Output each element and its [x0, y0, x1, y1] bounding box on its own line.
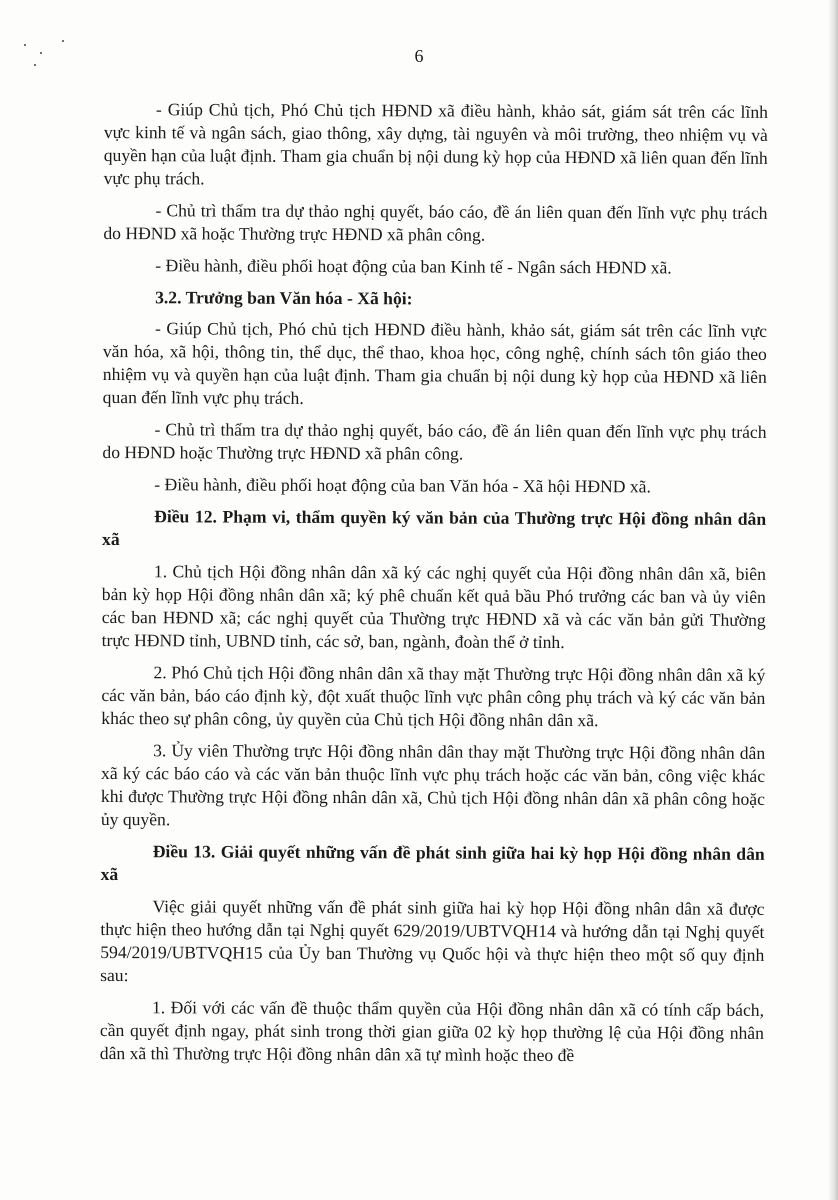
article-heading: Điều 13. Giải quyết những vấn đề phát sinh giữa hai kỳ họp Hội đồng nhân dân xã	[100, 841, 765, 885]
paragraph: 1. Chủ tịch Hội đồng nhân dân xã ký các nghị quyết của Hội đồng nhân dân xã, biên bản kỳ họp Hội đồng nhân dân xã; ký phê chuẩn kết quả bầu Phó trưởng các ban và ủy viên các ban HĐND xã; các nghị quyết của Thường trực HĐND xã và các văn bản gửi Thường trực HĐND tỉnh, UBND tỉnh, các sở, ban, ngành, đoàn thể ở tỉnh.	[101, 561, 766, 653]
paragraph: - Chủ trì thẩm tra dự thảo nghị quyết, báo cáo, đề án liên quan đến lĩnh vực phụ trách do HĐND xã hoặc Thường trực HĐND xã phân công.	[103, 200, 768, 245]
scan-speck	[62, 40, 64, 42]
page-number: 6	[414, 46, 424, 66]
scan-shadow-edge	[828, 0, 838, 1200]
paragraph: - Giúp Chủ tịch, Phó chủ tịch HĐND điều hành, khảo sát, giám sát trên các lĩnh vực văn hóa, xã hội, thông tin, thể dục, thể thao, khoa học, công nghệ, chính sách tôn giáo theo nhiệm vụ và quyền hạn của luật định. Tham gia chuẩn bị nội dung kỳ họp của HĐND xã liên quan đến lĩnh vực phụ trách.	[102, 318, 768, 408]
paragraph: 1. Đối với các vấn đề thuộc thẩm quyền của Hội đồng nhân dân xã có tính cấp bách, cần quyết định ngay, phát sinh trong thời gian giữa 02 kỳ họp thường lệ của Hội đồng nhân dân xã thì Thường trực Hội đồng nhân dân xã tự mình hoặc theo đề	[99, 997, 765, 1066]
paragraph: 3. Ủy viên Thường trực Hội đồng nhân dân thay mặt Thường trực Hội đồng nhân dân xã ký các báo cáo và các văn bản thuộc lĩnh vực phụ trách hoặc các văn bản, công việc khác khi được Thường trực Hội đồng nhân dân xã, Chủ tịch Hội đồng nhân dân xã phân công hoặc ủy quyền.	[100, 740, 766, 830]
document-body	[100, 98, 768, 1077]
paragraph: Việc giải quyết những vấn đề phát sinh giữa hai kỳ họp Hội đồng nhân dân xã được thực hiện theo hướng dẫn tại Nghị quyết 629/2019/UBTVQH14 và hướng dẫn tại Nghị quyết 594/2019/UBTVQH15 của Ủy ban Thường vụ Quốc hội và thực hiện theo một số quy định sau:	[100, 896, 765, 986]
section-heading: 3.2. Trưởng ban Văn hóa - Xã hội:	[155, 287, 413, 309]
paragraph: - Điều hành, điều phối hoạt động của ban Văn hóa - Xã hội HĐND xã.	[154, 474, 651, 497]
paragraph: 2. Phó Chủ tịch Hội đồng nhân dân xã thay mặt Thường trực Hội đồng nhân dân xã ký các văn bản, báo cáo định kỳ, đột xuất thuộc lĩnh vực phân công phụ trách và ký các văn bản khác theo sự phân công, ủy quyền của Chủ tịch Hội đồng nhân dân xã.	[101, 662, 766, 731]
paragraph: - Điều hành, điều phối hoạt động của ban Kinh tế - Ngân sách HĐND xã.	[155, 255, 672, 278]
paragraph: - Giúp Chủ tịch, Phó Chủ tịch HĐND xã điều hành, khảo sát, giám sát trên các lĩnh vực kinh tế và ngân sách, giao thông, xây dựng, tài nguyên và môi trường, theo nhiệm vụ và quyền hạn của luật định. Tham gia chuẩn bị nội dung kỳ họp của HĐND xã liên quan đến lĩnh vực phụ trách.	[103, 99, 768, 189]
paragraph: - Chủ trì thẩm tra dự thảo nghị quyết, báo cáo, đề án liên quan đến lĩnh vực phụ trách do HĐND hoặc Thường trực HĐND xã phân công.	[102, 419, 767, 464]
article-heading: Điều 12. Phạm vi, thẩm quyền ký văn bản của Thường trực Hội đồng nhân dân xã	[102, 506, 767, 550]
